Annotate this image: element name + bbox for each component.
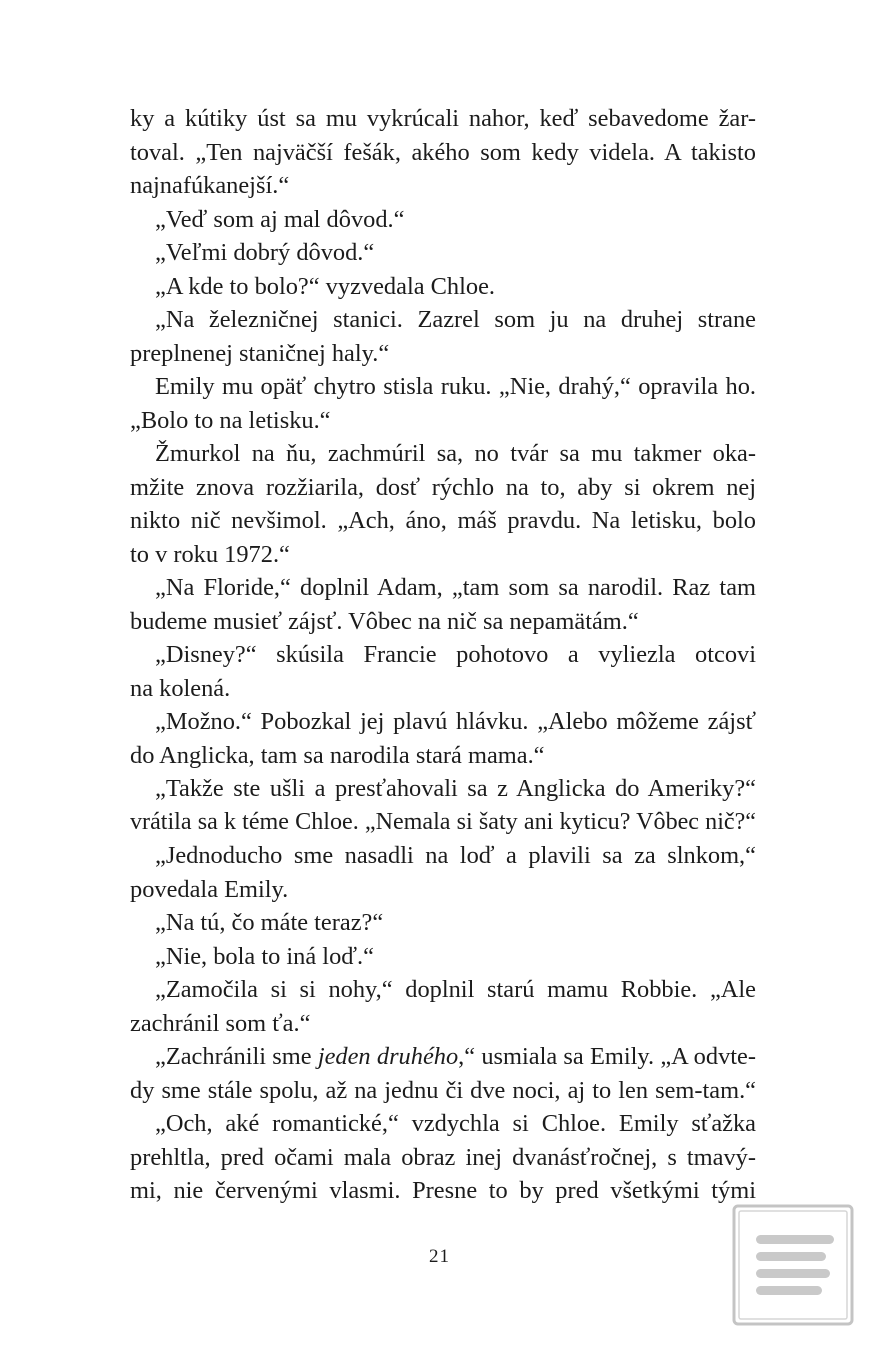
page-number: 21 xyxy=(429,1246,450,1267)
text-line: preplnenej staničnej haly.“ xyxy=(130,339,390,367)
text-line: toval. „Ten najväčší fešák, akého som kedy videla. A takisto xyxy=(130,138,756,166)
text-line: „Jednoducho sme nasadli na loď a plavili sa za slnkom,“ xyxy=(155,842,756,869)
text-line xyxy=(130,1040,756,1074)
text-line: „Och, aké romantické,“ vzdychla si Chloe. Emily sťažka xyxy=(155,1110,756,1137)
text-segment: ,“ usmiala sa Emily. „A odvte- xyxy=(458,1043,756,1070)
text-line: najnafúkanejší.“ xyxy=(130,172,290,199)
text-line: prehltla, pred očami mala obraz inej dvanásťročnej, s tmavý- xyxy=(130,1143,756,1171)
reading-preview-icon[interactable] xyxy=(731,1203,855,1327)
text-line: Žmurkol na ňu, zachmúril sa, no tvár sa mu takmer oka- xyxy=(155,440,756,467)
text-line: mžite znova rozžiarila, dosť rýchlo na to, aby si okrem nej xyxy=(130,473,756,501)
text-line: „Na železničnej stanici. Zazrel som ju na druhej strane xyxy=(155,306,756,333)
text-line: „Na tú, čo máte teraz?“ xyxy=(155,909,384,936)
text-line: „Na Floride,“ doplnil Adam, „tam som sa narodil. Raz tam xyxy=(155,574,756,601)
text-line: povedala Emily. xyxy=(130,875,289,903)
text-line: mi, nie červenými vlasmi. Presne to by pred všetkými tými xyxy=(130,1177,756,1204)
text-line: „Nie, bola to iná loď.“ xyxy=(155,942,374,970)
text-line: „Zamočila si si nohy,“ doplnil starú mamu Robbie. „Ale xyxy=(155,976,756,1003)
text-line: „Takže ste ušli a presťahovali sa z Anglicka do Ameriky?“ xyxy=(155,775,756,802)
text-line: budeme musieť zájsť. Vôbec na nič sa nepamätám.“ xyxy=(130,607,639,635)
text-line: vrátila sa k téme Chloe. „Nemala si šaty ani kyticu? Vôbec nič?“ xyxy=(130,808,756,835)
text-line: „Veď som aj mal dôvod.“ xyxy=(155,205,405,233)
italic-phrase: jeden druhého xyxy=(317,1043,459,1070)
text-line: „A kde to bolo?“ vyzvedala Chloe. xyxy=(155,272,496,300)
text-line: „Bolo to na letisku.“ xyxy=(130,406,331,434)
text-line: to v roku 1972.“ xyxy=(130,540,290,568)
text-line: dy sme stále spolu, až na jednu či dve noci, aj to len sem-tam.“ xyxy=(130,1076,756,1104)
text-line: „Veľmi dobrý dôvod.“ xyxy=(155,239,375,266)
body-text xyxy=(130,102,756,1208)
text-line: Emily mu opäť chytro stisla ruku. „Nie, drahý,“ opravila ho. xyxy=(155,373,756,400)
text-line: „Disney?“ skúsila Francie pohotovo a vyliezla otcovi xyxy=(155,641,756,668)
text-line: zachránil som ťa.“ xyxy=(130,1009,311,1037)
text-segment: „Zachránili sme xyxy=(155,1043,318,1070)
text-line: ky a kútiky úst sa mu vykrúcali nahor, keď sebavedome žar- xyxy=(130,105,756,132)
text-line: „Možno.“ Pobozkal jej plavú hlávku. „Alebo môžeme zájsť xyxy=(155,708,756,735)
text-line: do Anglicka, tam sa narodila stará mama.“ xyxy=(130,741,545,769)
text-line: nikto nič nevšimol. „Ach, áno, máš pravdu. Na letisku, bolo xyxy=(130,507,756,534)
text-line: na kolená. xyxy=(130,674,231,702)
